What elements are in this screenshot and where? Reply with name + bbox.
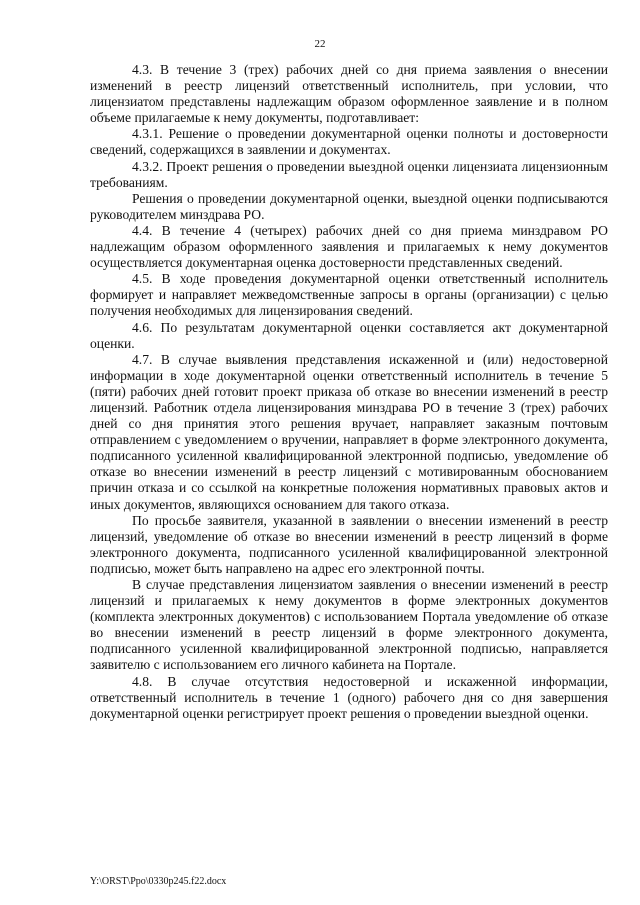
paragraph-4-6: 4.6. По результатам документарной оценки составляется акт документарной оценки.	[90, 319, 608, 351]
paragraph-4-8: 4.8. В случае отсутствия недостоверной и искаженной информации, ответственный исполнитель в течение 1 (одного) рабочего дня со дня завершения документарной оценки регистрирует проект решения о проведении выездной оценки.	[90, 673, 608, 721]
paragraph-4-3-1: 4.3.1. Решение о проведении документарной оценки полноты и достоверности сведений, содержащихся в заявлении и документах.	[90, 126, 608, 158]
paragraph-4-4: 4.4. В течение 4 (четырех) рабочих дней со дня приема минздравом РО надлежащим образом оформленного заявления и прилагаемых к нему документов осуществляется документарная оценка достоверности представленных сведений.	[90, 222, 608, 271]
paragraph-4-7: 4.7. В случае выявления представления искаженной и (или) недостоверной информации в ходе документарной оценки ответственный исполнитель в течение 5 (пяти) рабочих дней готовит проект приказа об отказе во внесении изменений в реестр лицензий. Работник отдела лицензирования минздрава РО в течение 3 (трех) рабочих дней со дня принятия этого решения вручает, направляет заказным почтовым отправлением с уведомлением о вручении, направляет в форме электронного документа, подписанного усиленной квалифицированной электронной подписью, уведомление об отказе во внесении изменений в реестр лицензий с мотивированным обоснованием причин отказа и со ссылкой на конкретные положения нормативных правовых актов и иных документов, являющихся основанием для такого отказа.	[90, 351, 608, 512]
paragraph-decisions-signed: Решения о проведении документарной оценки, выездной оценки подписываются руководителем минздрава РО.	[90, 190, 608, 222]
paragraph-request-email: По просьбе заявителя, указанной в заявлении о внесении изменений в реестр лицензий, уведомление об отказе во внесении изменений в реестр лицензий в форме электронного документа, подписанного усиленной квалифицированной электронной подписью, может быть направлено на адрес его электронной почты.	[90, 512, 608, 576]
footer-file-path: Y:\ORST\Ppo\0330p245.f22.docx	[90, 876, 227, 887]
paragraph-4-5: 4.5. В ходе проведения документарной оценки ответственный исполнитель формирует и направляет межведомственные запросы в органы (организации) с целью получения необходимых для лицензирования сведений.	[90, 271, 608, 319]
paragraph-portal-notice: В случае представления лицензиатом заявления о внесении изменений в реестр лицензий и прилагаемых к нему документов в форме электронных документов (комплекта электронных документов) с использованием Портала уведомление об отказе во внесении изменений в реестр лицензий в форме электронного документа, подписанного усиленной квалифицированной электронной подписью, направляется заявителю с использованием его личного кабинета на Портале.	[90, 577, 608, 673]
paragraph-4-3-2: 4.3.2. Проект решения о проведении выездной оценки лицензиата лицензионным требованиям.	[90, 158, 608, 190]
paragraph-4-3: 4.3. В течение 3 (трех) рабочих дней со дня приема заявления о внесении изменений в реестр лицензий ответственный исполнитель, при условии, что лицензиатом представлены надлежащим образом оформленное заявление и в полном объеме прилагаемые к нему документы, подготавливает:	[90, 62, 608, 126]
document-body	[90, 62, 608, 722]
page-number: 22	[314, 38, 326, 50]
